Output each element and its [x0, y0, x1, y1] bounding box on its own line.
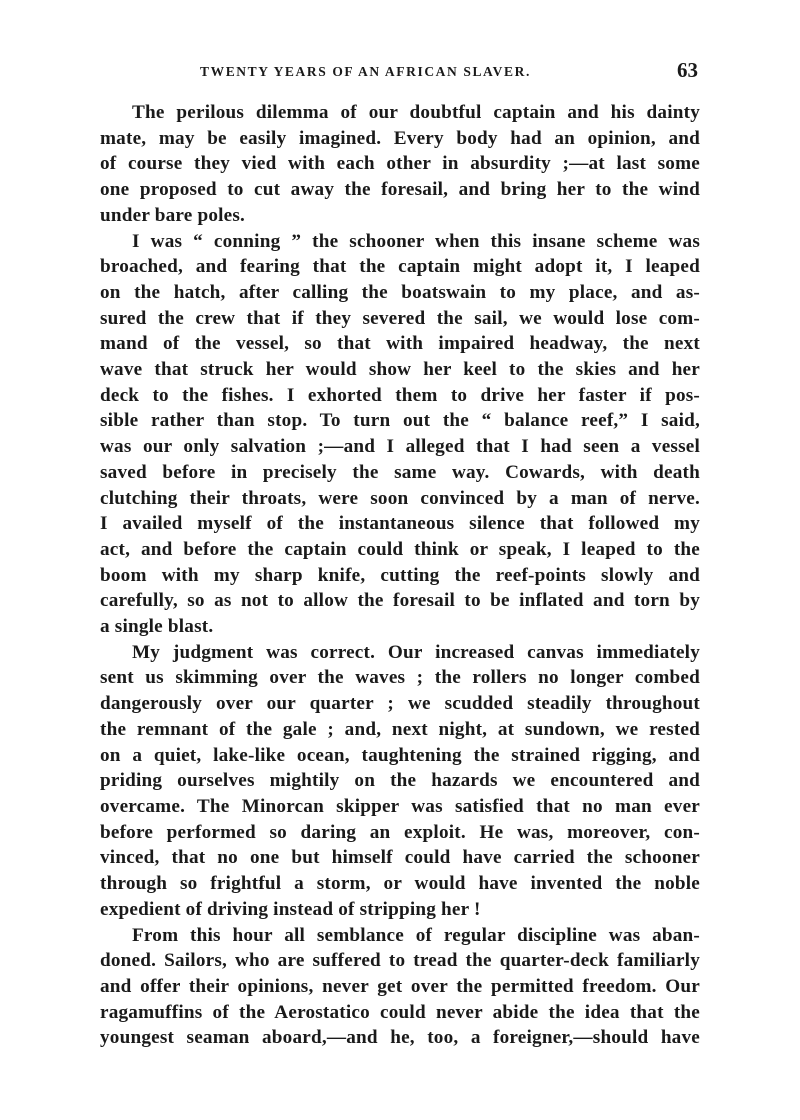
text-line: sible rather than stop. To turn out the “ balance reef,” I said,	[100, 410, 700, 432]
text-line: a single blast.	[100, 616, 214, 638]
text-line: saved before in precisely the same way. Cowards, with death	[100, 461, 700, 483]
body-text	[100, 100, 700, 1051]
text-line: mate, may be easily imagined. Every body had an opinion, and	[100, 127, 700, 149]
paragraph-2	[100, 229, 700, 640]
running-title: TWENTY YEARS OF AN AFRICAN SLAVER.	[200, 64, 531, 79]
text-line: I was “ conning ” the schooner when this insane scheme was	[132, 230, 700, 252]
paragraph-3	[100, 640, 700, 923]
text-line: vinced, that no one but himself could have carried the schooner	[100, 847, 700, 869]
running-head	[100, 58, 700, 86]
text-line: and offer their opinions, never get over the permitted freedom. Our	[100, 975, 700, 997]
text-line: before performed so daring an exploit. He was, moreover, con-	[100, 821, 700, 843]
text-line: youngest seaman aboard,—and he, too, a foreigner,—should have	[100, 1027, 700, 1049]
text-line: boom with my sharp knife, cutting the reef-points slowly and	[100, 564, 700, 586]
text-line: of course they vied with each other in absurdity ;—at last some	[100, 153, 700, 175]
text-line: the remnant of the gale ; and, next night, at sundown, we rested	[100, 718, 700, 740]
text-line: through so frightful a storm, or would have invented the noble	[100, 873, 700, 895]
text-line: one proposed to cut away the foresail, and bring her to the wind	[100, 179, 700, 201]
text-line: carefully, so as not to allow the foresail to be inflated and torn by	[100, 590, 700, 612]
text-line: sured the crew that if they severed the sail, we would lose com-	[100, 307, 700, 329]
page-number: 63	[677, 58, 698, 82]
text-line: deck to the fishes. I exhorted them to drive her faster if pos-	[100, 384, 700, 406]
text-line: wave that struck her would show her keel to the skies and her	[100, 359, 700, 381]
text-line: The perilous dilemma of our doubtful captain and his dainty	[132, 102, 700, 123]
text-line: broached, and fearing that the captain might adopt it, I leaped	[100, 256, 700, 278]
text-line: ragamuffins of the Aerostatico could never abide the idea that the	[100, 1001, 700, 1023]
text-line: act, and before the captain could think or speak, I leaped to the	[100, 538, 700, 560]
text-line: on the hatch, after calling the boatswain to my place, and as-	[100, 281, 700, 303]
text-line: sent us skimming over the waves ; the rollers no longer combed	[100, 667, 700, 689]
book-page	[100, 58, 700, 1051]
text-line: My judgment was correct. Our increased canvas immediately	[132, 641, 700, 663]
paragraph-4	[100, 923, 700, 1052]
text-line: clutching their throats, were soon convinced by a man of nerve.	[100, 487, 700, 509]
paragraph-1	[100, 100, 700, 229]
text-line: I availed myself of the instantaneous silence that followed my	[100, 513, 700, 535]
text-line: overcame. The Minorcan skipper was satisfied that no man ever	[100, 795, 700, 817]
text-line: expedient of driving instead of stripping her !	[100, 898, 481, 920]
text-line: priding ourselves mightily on the hazards we encountered and	[100, 770, 700, 792]
text-line: From this hour all semblance of regular discipline was aban-	[132, 924, 700, 946]
text-line: dangerously over our quarter ; we scudded steadily throughout	[100, 693, 700, 715]
text-line: was our only salvation ;—and I alleged that I had seen a vessel	[100, 436, 700, 458]
text-line: doned. Sailors, who are suffered to tread the quarter-deck familiarly	[100, 950, 700, 972]
text-line: mand of the vessel, so that with impaired headway, the next	[100, 333, 700, 355]
text-line: under bare poles.	[100, 204, 246, 226]
text-line: on a quiet, lake-like ocean, taughtening the strained rigging, and	[100, 744, 700, 766]
